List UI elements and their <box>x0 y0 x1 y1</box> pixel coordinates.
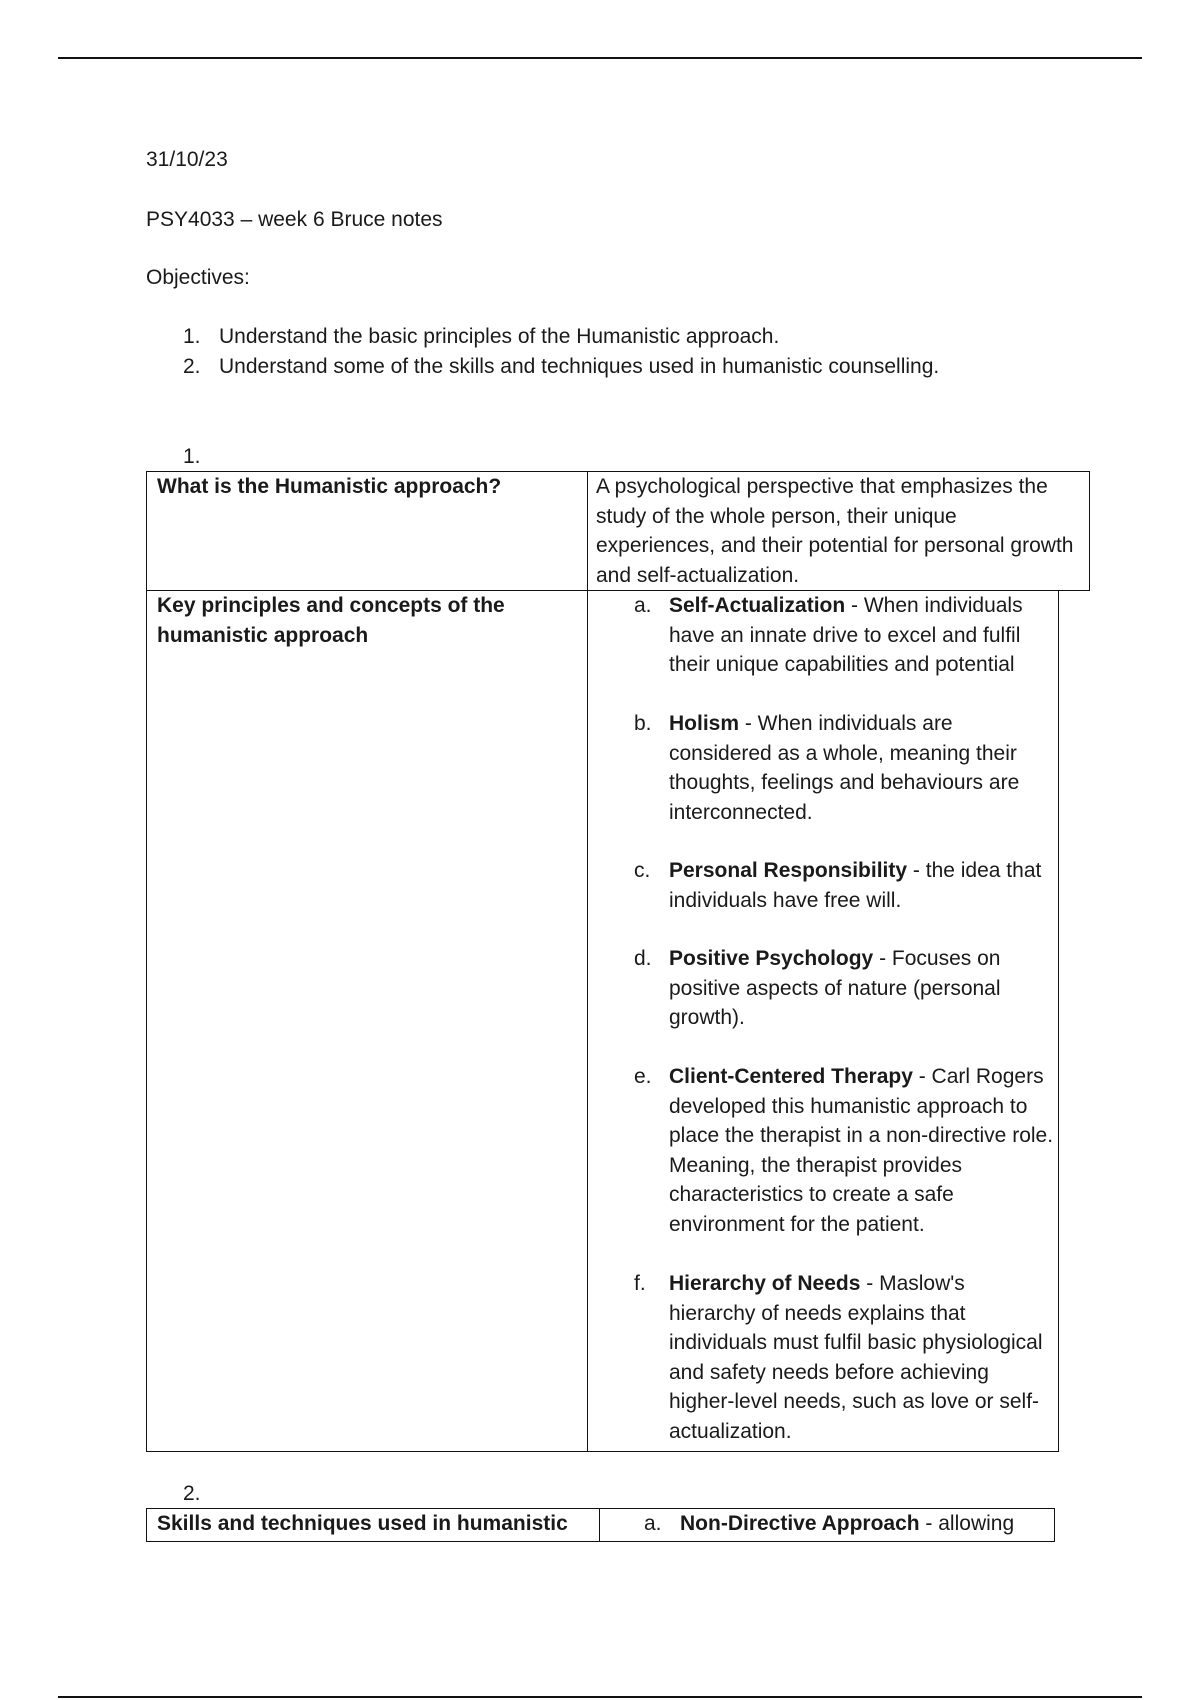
principle-term: Client-Centered Therapy <box>669 1065 913 1088</box>
list-text <box>669 856 1054 915</box>
list-text <box>669 591 1054 680</box>
list-text <box>669 1269 1054 1446</box>
principle-term: Self-Actualization <box>669 594 846 617</box>
technique-term: Non-Directive Approach <box>680 1512 920 1535</box>
principle-term: Positive Psychology <box>669 947 874 970</box>
objective-text: Understand the basic principles of the Humanistic approach. <box>219 325 780 348</box>
table-cell-question: Skills and techniques used in humanistic <box>146 1508 600 1542</box>
principle-description: - the idea that individuals have free will. <box>669 859 1042 912</box>
objective-item <box>183 353 939 381</box>
principle-description: - Maslow's hierarchy of needs explains that individuals must fulfil basic physiological and safety needs before achieving higher-level needs, such as love or self-actualization. <box>669 1272 1043 1443</box>
objective-text: Understand some of the skills and techniques used in humanistic counselling. <box>219 355 940 378</box>
list-text <box>669 709 1054 827</box>
principle-term: Personal Responsibility <box>669 859 908 882</box>
list-letter: e. <box>634 1065 652 1088</box>
principles-cell <box>587 590 1059 1452</box>
list-letter: b. <box>634 712 652 735</box>
section-number: 1. <box>183 445 201 468</box>
table-cell-question: Key principles and concepts of the humanistic approach <box>146 590 588 1452</box>
table-cell-answer: A psychological perspective that emphasizes the study of the whole person, their unique experiences, and their potential for personal growth and self-actualization. <box>587 471 1090 591</box>
principle-description: - When individuals are considered as a whole, meaning their thoughts, feelings and behaviours are interconnected. <box>669 712 1020 824</box>
list-letter: f. <box>634 1272 646 1295</box>
list-letter: a. <box>634 594 652 617</box>
technique-description: - allowing <box>919 1512 1015 1535</box>
objective-number: 1. <box>183 325 201 348</box>
principle-description: - Carl Rogers developed this humanistic approach to place the therapist in a non-directive role. Meaning, the therapist provides characteristics to create a safe environment for the patient. <box>669 1065 1054 1236</box>
table-cell-answer <box>599 1508 1055 1542</box>
principle-description: - Focuses on positive aspects of nature (personal growth). <box>669 947 1001 1029</box>
section-number: 2. <box>183 1482 201 1505</box>
list-letter: a. <box>644 1512 662 1535</box>
bottom-rule <box>58 1696 1142 1698</box>
objective-number: 2. <box>183 355 201 378</box>
principle-term: Holism <box>669 712 740 735</box>
document-title: PSY4033 – week 6 Bruce notes <box>146 208 443 231</box>
table-cell-question: What is the Humanistic approach? <box>146 471 588 591</box>
list-text <box>669 944 1054 1033</box>
principle-description: - When individuals have an innate drive to excel and fulfil their unique capabilities and potential <box>669 594 1023 676</box>
top-rule <box>58 57 1142 59</box>
list-letter: d. <box>634 947 652 970</box>
objective-item <box>183 323 779 351</box>
objectives-label: Objectives: <box>146 266 250 289</box>
list-text <box>669 1062 1054 1239</box>
document-date: 31/10/23 <box>146 148 228 171</box>
list-letter: c. <box>634 859 651 882</box>
principle-term: Hierarchy of Needs <box>669 1272 861 1295</box>
